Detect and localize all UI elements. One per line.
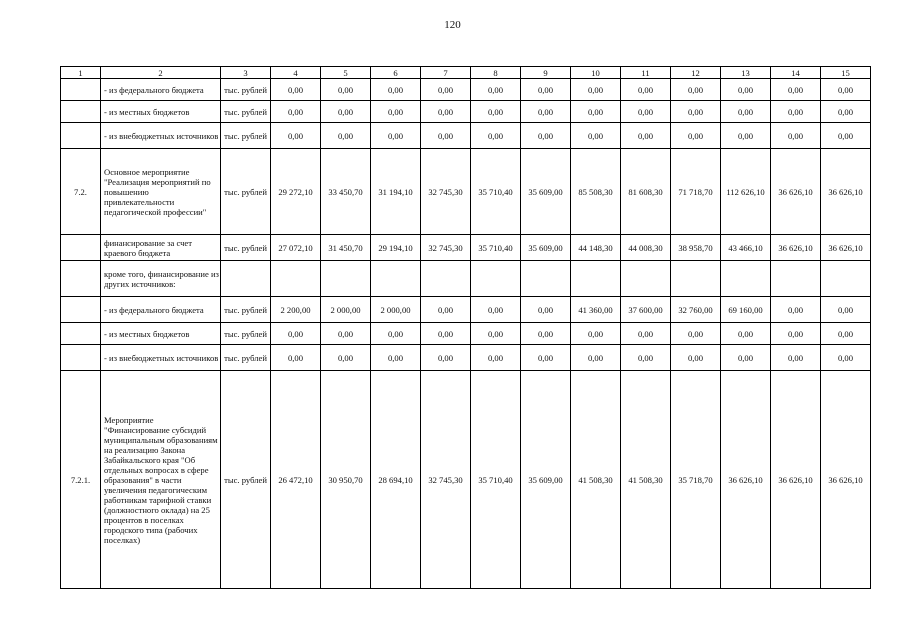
description-cell: - из местных бюджетов bbox=[101, 323, 221, 345]
value-cell: 36 626,10 bbox=[771, 371, 821, 589]
value-cell: 0,00 bbox=[571, 345, 621, 371]
description-cell: - из внебюджетных источников bbox=[101, 345, 221, 371]
value-cell: 0,00 bbox=[671, 345, 721, 371]
value-cell: 0,00 bbox=[771, 345, 821, 371]
row-number-cell: 7.2.1. bbox=[61, 371, 101, 589]
value-cell: 0,00 bbox=[771, 323, 821, 345]
description-cell: Основное мероприятие "Реализация мероприятий по повышению привлекательности педагогической профессии" bbox=[101, 149, 221, 235]
value-cell: 0,00 bbox=[421, 323, 471, 345]
value-cell: 0,00 bbox=[371, 323, 421, 345]
value-cell: 0,00 bbox=[721, 79, 771, 101]
header-cell: 15 bbox=[821, 67, 871, 79]
value-cell: 0,00 bbox=[771, 123, 821, 149]
table-row bbox=[61, 79, 871, 101]
header-cell: 12 bbox=[671, 67, 721, 79]
value-cell: 31 194,10 bbox=[371, 149, 421, 235]
value-cell: 29 194,10 bbox=[371, 235, 421, 261]
header-cell: 7 bbox=[421, 67, 471, 79]
value-cell: 0,00 bbox=[521, 297, 571, 323]
value-cell: 0,00 bbox=[721, 101, 771, 123]
unit-cell: тыс. рублей bbox=[221, 345, 271, 371]
value-cell: 36 626,10 bbox=[721, 371, 771, 589]
value-cell: 0,00 bbox=[471, 345, 521, 371]
value-cell: 33 450,70 bbox=[321, 149, 371, 235]
value-cell: 35 718,70 bbox=[671, 371, 721, 589]
value-cell: 0,00 bbox=[471, 323, 521, 345]
table-row bbox=[61, 235, 871, 261]
value-cell: 0,00 bbox=[421, 123, 471, 149]
description-cell: Мероприятие "Финансирование субсидий муниципальным образованиям на реализацию Закона Забайкальского края "Об отдельных вопросах в сфере образования" в части увеличения педагогическим работникам тарифной ставки (должностного оклада) на 25 процентов в поселках городского типа (рабочих поселках) bbox=[101, 371, 221, 589]
header-cell: 10 bbox=[571, 67, 621, 79]
value-cell: 0,00 bbox=[521, 323, 571, 345]
unit-cell: тыс. рублей bbox=[221, 323, 271, 345]
value-cell: 0,00 bbox=[821, 79, 871, 101]
value-cell: 112 626,10 bbox=[721, 149, 771, 235]
description-cell: - из федерального бюджета bbox=[101, 297, 221, 323]
value-cell: 44 008,30 bbox=[621, 235, 671, 261]
row-number-cell bbox=[61, 101, 101, 123]
table-row bbox=[61, 149, 871, 235]
value-cell: 32 745,30 bbox=[421, 235, 471, 261]
value-cell bbox=[771, 261, 821, 297]
value-cell: 35 609,00 bbox=[521, 371, 571, 589]
value-cell: 0,00 bbox=[321, 101, 371, 123]
value-cell: 43 466,10 bbox=[721, 235, 771, 261]
value-cell: 36 626,10 bbox=[821, 371, 871, 589]
row-number-cell: 7.2. bbox=[61, 149, 101, 235]
value-cell: 28 694,10 bbox=[371, 371, 421, 589]
value-cell: 85 508,30 bbox=[571, 149, 621, 235]
value-cell: 27 072,10 bbox=[271, 235, 321, 261]
description-cell: - из федерального бюджета bbox=[101, 79, 221, 101]
row-number-cell bbox=[61, 235, 101, 261]
value-cell bbox=[271, 261, 321, 297]
value-cell: 44 148,30 bbox=[571, 235, 621, 261]
value-cell: 0,00 bbox=[721, 323, 771, 345]
header-cell: 8 bbox=[471, 67, 521, 79]
value-cell: 0,00 bbox=[621, 323, 671, 345]
table-body bbox=[61, 67, 871, 589]
value-cell: 0,00 bbox=[821, 101, 871, 123]
value-cell: 0,00 bbox=[421, 101, 471, 123]
value-cell: 0,00 bbox=[771, 79, 821, 101]
value-cell: 0,00 bbox=[371, 345, 421, 371]
value-cell: 32 760,00 bbox=[671, 297, 721, 323]
value-cell: 0,00 bbox=[721, 345, 771, 371]
value-cell: 35 710,40 bbox=[471, 371, 521, 589]
header-cell: 2 bbox=[101, 67, 221, 79]
value-cell: 0,00 bbox=[371, 101, 421, 123]
value-cell: 0,00 bbox=[471, 101, 521, 123]
value-cell bbox=[371, 261, 421, 297]
value-cell: 2 200,00 bbox=[271, 297, 321, 323]
description-cell: - из внебюджетных источников bbox=[101, 123, 221, 149]
value-cell: 0,00 bbox=[571, 101, 621, 123]
value-cell: 71 718,70 bbox=[671, 149, 721, 235]
value-cell: 0,00 bbox=[671, 101, 721, 123]
value-cell: 0,00 bbox=[471, 123, 521, 149]
value-cell: 0,00 bbox=[271, 345, 321, 371]
value-cell: 35 609,00 bbox=[521, 149, 571, 235]
value-cell: 0,00 bbox=[571, 123, 621, 149]
unit-cell: тыс. рублей bbox=[221, 235, 271, 261]
table-row bbox=[61, 345, 871, 371]
value-cell: 35 609,00 bbox=[521, 235, 571, 261]
value-cell: 41 508,30 bbox=[621, 371, 671, 589]
value-cell: 0,00 bbox=[821, 297, 871, 323]
value-cell: 0,00 bbox=[521, 101, 571, 123]
description-cell: финансирование за счет краевого бюджета bbox=[101, 235, 221, 261]
value-cell: 69 160,00 bbox=[721, 297, 771, 323]
description-cell: - из местных бюджетов bbox=[101, 101, 221, 123]
value-cell: 36 626,10 bbox=[771, 235, 821, 261]
row-number-cell bbox=[61, 345, 101, 371]
value-cell: 38 958,70 bbox=[671, 235, 721, 261]
value-cell: 0,00 bbox=[471, 79, 521, 101]
value-cell: 0,00 bbox=[621, 79, 671, 101]
value-cell: 26 472,10 bbox=[271, 371, 321, 589]
table-row bbox=[61, 101, 871, 123]
unit-cell: тыс. рублей bbox=[221, 79, 271, 101]
unit-cell: тыс. рублей bbox=[221, 371, 271, 589]
value-cell: 0,00 bbox=[721, 123, 771, 149]
header-cell: 6 bbox=[371, 67, 421, 79]
value-cell: 0,00 bbox=[821, 323, 871, 345]
value-cell: 0,00 bbox=[421, 345, 471, 371]
header-cell: 11 bbox=[621, 67, 671, 79]
value-cell: 0,00 bbox=[821, 123, 871, 149]
value-cell: 0,00 bbox=[621, 101, 671, 123]
value-cell bbox=[321, 261, 371, 297]
value-cell bbox=[821, 261, 871, 297]
value-cell: 0,00 bbox=[271, 101, 321, 123]
row-number-cell bbox=[61, 323, 101, 345]
value-cell: 41 508,30 bbox=[571, 371, 621, 589]
value-cell: 36 626,10 bbox=[821, 235, 871, 261]
value-cell bbox=[721, 261, 771, 297]
row-number-cell bbox=[61, 261, 101, 297]
value-cell: 0,00 bbox=[571, 79, 621, 101]
row-number-cell bbox=[61, 79, 101, 101]
value-cell: 2 000,00 bbox=[371, 297, 421, 323]
value-cell: 0,00 bbox=[371, 79, 421, 101]
value-cell: 32 745,30 bbox=[421, 371, 471, 589]
value-cell: 0,00 bbox=[571, 323, 621, 345]
value-cell: 0,00 bbox=[521, 345, 571, 371]
value-cell: 0,00 bbox=[471, 297, 521, 323]
unit-cell: тыс. рублей bbox=[221, 149, 271, 235]
header-cell: 9 bbox=[521, 67, 571, 79]
value-cell: 0,00 bbox=[321, 79, 371, 101]
value-cell: 0,00 bbox=[621, 345, 671, 371]
value-cell: 0,00 bbox=[771, 297, 821, 323]
header-cell: 3 bbox=[221, 67, 271, 79]
unit-cell: тыс. рублей bbox=[221, 101, 271, 123]
value-cell: 2 000,00 bbox=[321, 297, 371, 323]
value-cell bbox=[521, 261, 571, 297]
value-cell bbox=[571, 261, 621, 297]
value-cell: 0,00 bbox=[321, 123, 371, 149]
value-cell: 0,00 bbox=[271, 79, 321, 101]
header-cell: 4 bbox=[271, 67, 321, 79]
value-cell: 30 950,70 bbox=[321, 371, 371, 589]
table-row bbox=[61, 323, 871, 345]
header-cell: 13 bbox=[721, 67, 771, 79]
value-cell: 29 272,10 bbox=[271, 149, 321, 235]
value-cell: 32 745,30 bbox=[421, 149, 471, 235]
header-cell: 14 bbox=[771, 67, 821, 79]
value-cell: 81 608,30 bbox=[621, 149, 671, 235]
row-number-cell bbox=[61, 297, 101, 323]
header-cell: 5 bbox=[321, 67, 371, 79]
value-cell: 31 450,70 bbox=[321, 235, 371, 261]
value-cell bbox=[671, 261, 721, 297]
value-cell: 37 600,00 bbox=[621, 297, 671, 323]
unit-cell: тыс. рублей bbox=[221, 123, 271, 149]
table-row bbox=[61, 297, 871, 323]
header-cell: 1 bbox=[61, 67, 101, 79]
description-cell: кроме того, финансирование из других источников: bbox=[101, 261, 221, 297]
value-cell: 0,00 bbox=[771, 101, 821, 123]
unit-cell: тыс. рублей bbox=[221, 297, 271, 323]
value-cell: 0,00 bbox=[271, 123, 321, 149]
value-cell: 0,00 bbox=[521, 123, 571, 149]
value-cell: 0,00 bbox=[621, 123, 671, 149]
value-cell: 0,00 bbox=[371, 123, 421, 149]
value-cell: 35 710,40 bbox=[471, 235, 521, 261]
value-cell bbox=[421, 261, 471, 297]
value-cell: 0,00 bbox=[321, 345, 371, 371]
budget-table bbox=[60, 66, 871, 589]
value-cell bbox=[471, 261, 521, 297]
value-cell: 41 360,00 bbox=[571, 297, 621, 323]
value-cell: 0,00 bbox=[671, 323, 721, 345]
value-cell: 35 710,40 bbox=[471, 149, 521, 235]
value-cell: 36 626,10 bbox=[821, 149, 871, 235]
value-cell bbox=[621, 261, 671, 297]
value-cell: 0,00 bbox=[271, 323, 321, 345]
table-row bbox=[61, 261, 871, 297]
page-number: 120 bbox=[444, 19, 461, 31]
value-cell: 0,00 bbox=[671, 79, 721, 101]
header-row bbox=[61, 67, 871, 79]
row-number-cell bbox=[61, 123, 101, 149]
value-cell: 0,00 bbox=[521, 79, 571, 101]
table-row bbox=[61, 123, 871, 149]
value-cell: 0,00 bbox=[421, 297, 471, 323]
value-cell: 0,00 bbox=[321, 323, 371, 345]
value-cell: 0,00 bbox=[821, 345, 871, 371]
table-row bbox=[61, 371, 871, 589]
value-cell: 0,00 bbox=[671, 123, 721, 149]
value-cell: 36 626,10 bbox=[771, 149, 821, 235]
value-cell: 0,00 bbox=[421, 79, 471, 101]
unit-cell bbox=[221, 261, 271, 297]
